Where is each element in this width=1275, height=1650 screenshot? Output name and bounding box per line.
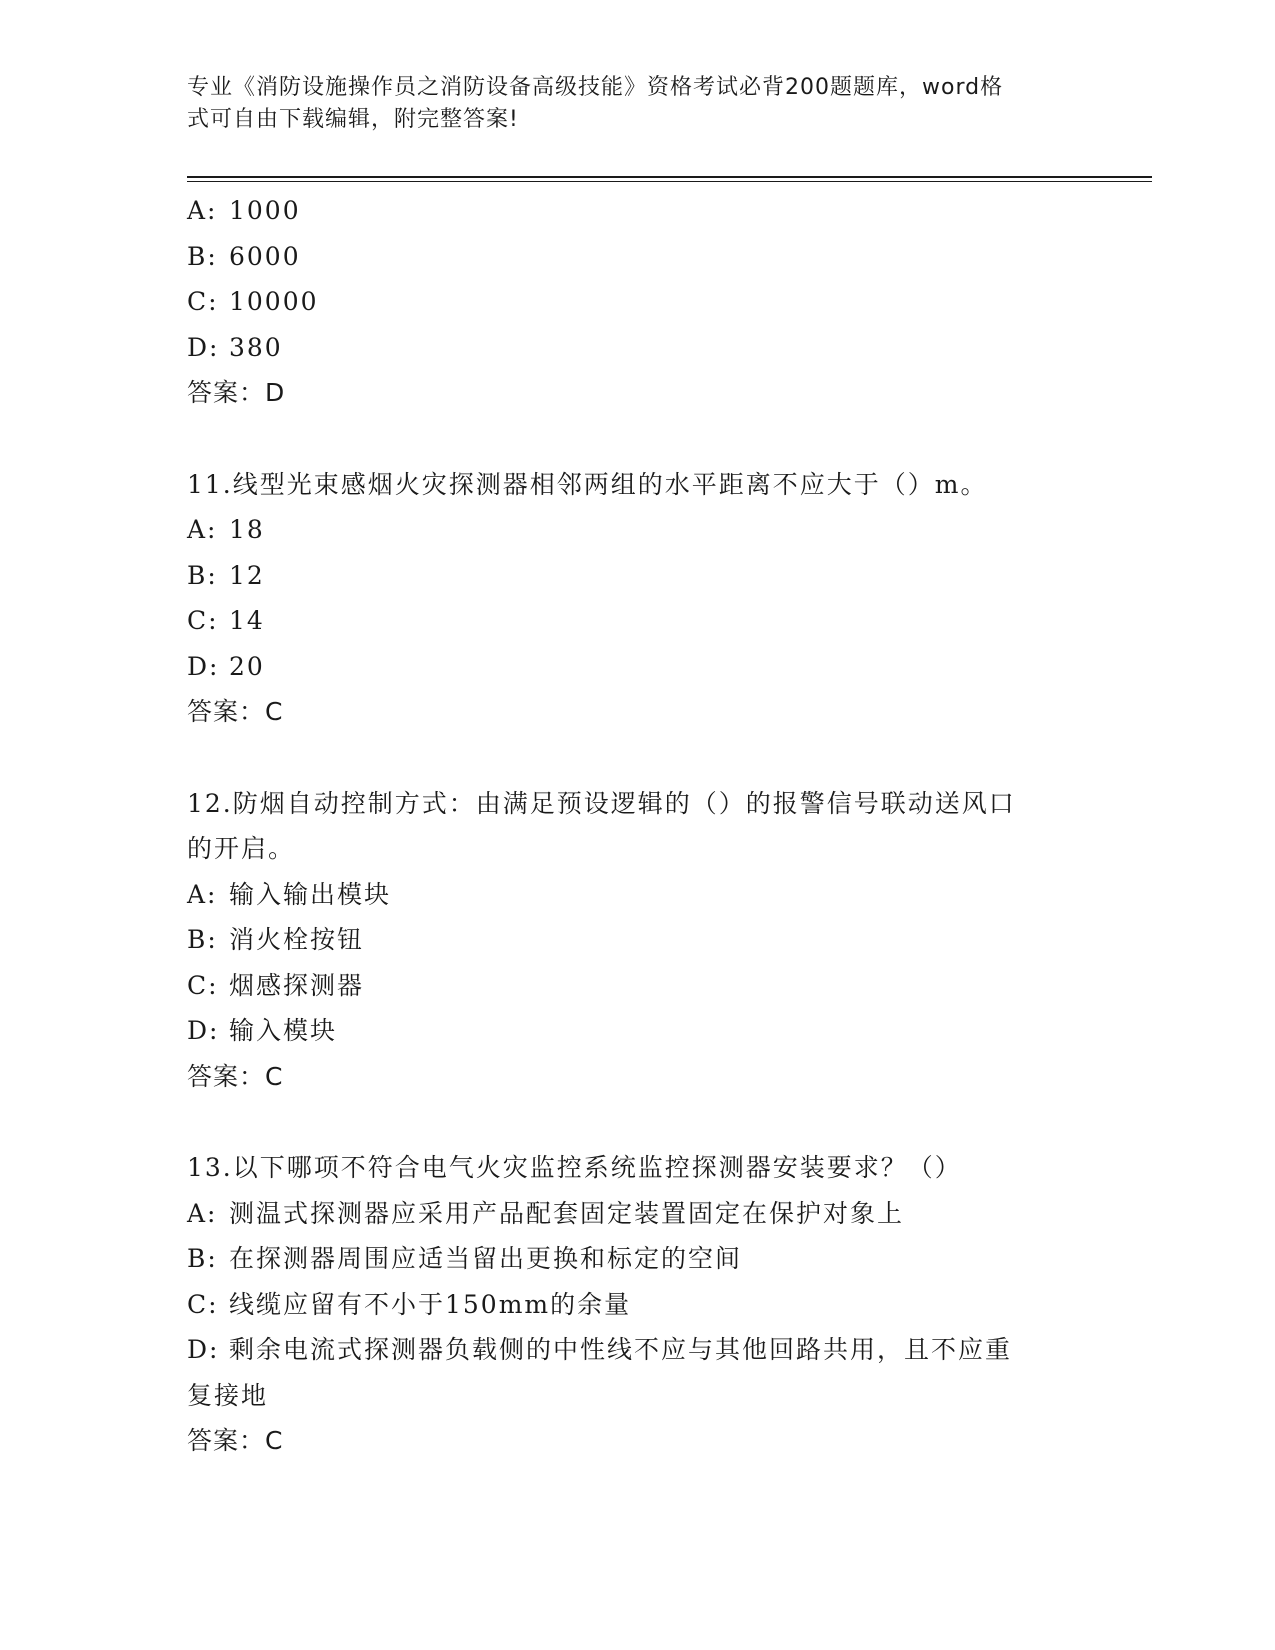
question-text-line-2: 的开启。 <box>187 834 296 863</box>
question-text-line-1: 12.防烟自动控制方式：由满足预设逻辑的（）的报警信号联动送风口 <box>187 788 1016 818</box>
option-a: A: 测温式探测器应采用产品配套固定装置固定在保护对象上 <box>187 1198 905 1228</box>
header-rule-thin <box>187 181 1152 182</box>
header-line-1: 专业《消防设施操作员之消防设备高级技能》资格考试必背200题题库，word格 <box>187 75 1004 100</box>
option-c: C: 14 <box>187 606 265 635</box>
option-b: B: 12 <box>187 560 265 590</box>
option-a: A: 输入输出模块 <box>187 879 392 909</box>
option-d: D: 输入模块 <box>187 1016 338 1045</box>
option-c: C: 烟感探测器 <box>187 970 365 1000</box>
option-d: D: 380 <box>187 332 283 362</box>
option-a: A: 1000 <box>187 196 301 225</box>
option-b: B: 在探测器周围应适当留出更换和标定的空间 <box>187 1244 743 1273</box>
question-block-prev <box>187 188 1067 416</box>
option-d-continuation: 复接地 <box>187 1380 269 1410</box>
question-block-11 <box>187 462 1067 735</box>
option-b: B: 消火栓按钮 <box>187 925 365 954</box>
option-a: A: 18 <box>187 515 265 544</box>
header-line-2: 式可自由下载编辑，附完整答案! <box>187 107 519 132</box>
question-block-13 <box>187 1145 1067 1464</box>
option-d: D: 剩余电流式探测器负载侧的中性线不应与其他回路共用，且不应重 <box>187 1335 1013 1364</box>
answer-line: 答案：C <box>187 1061 284 1091</box>
option-d: D: 20 <box>187 651 265 681</box>
answer-line: 答案：C <box>187 1426 284 1455</box>
option-c: C: 线缆应留有不小于150mm的余量 <box>187 1289 632 1319</box>
question-list <box>187 188 1067 1464</box>
answer-line: 答案：C <box>187 697 284 726</box>
question-block-12 <box>187 781 1067 1100</box>
header-rule-thick <box>187 176 1152 178</box>
question-text: 11.线型光束感烟火灾探测器相邻两组的水平距离不应大于（）m。 <box>187 469 988 499</box>
option-b: B: 6000 <box>187 241 301 271</box>
answer-line: 答案：D <box>187 378 286 407</box>
option-c: C: 10000 <box>187 287 319 316</box>
document-header <box>187 72 1067 136</box>
question-text: 13.以下哪项不符合电气火灾监控系统监控探测器安装要求？（） <box>187 1153 962 1182</box>
